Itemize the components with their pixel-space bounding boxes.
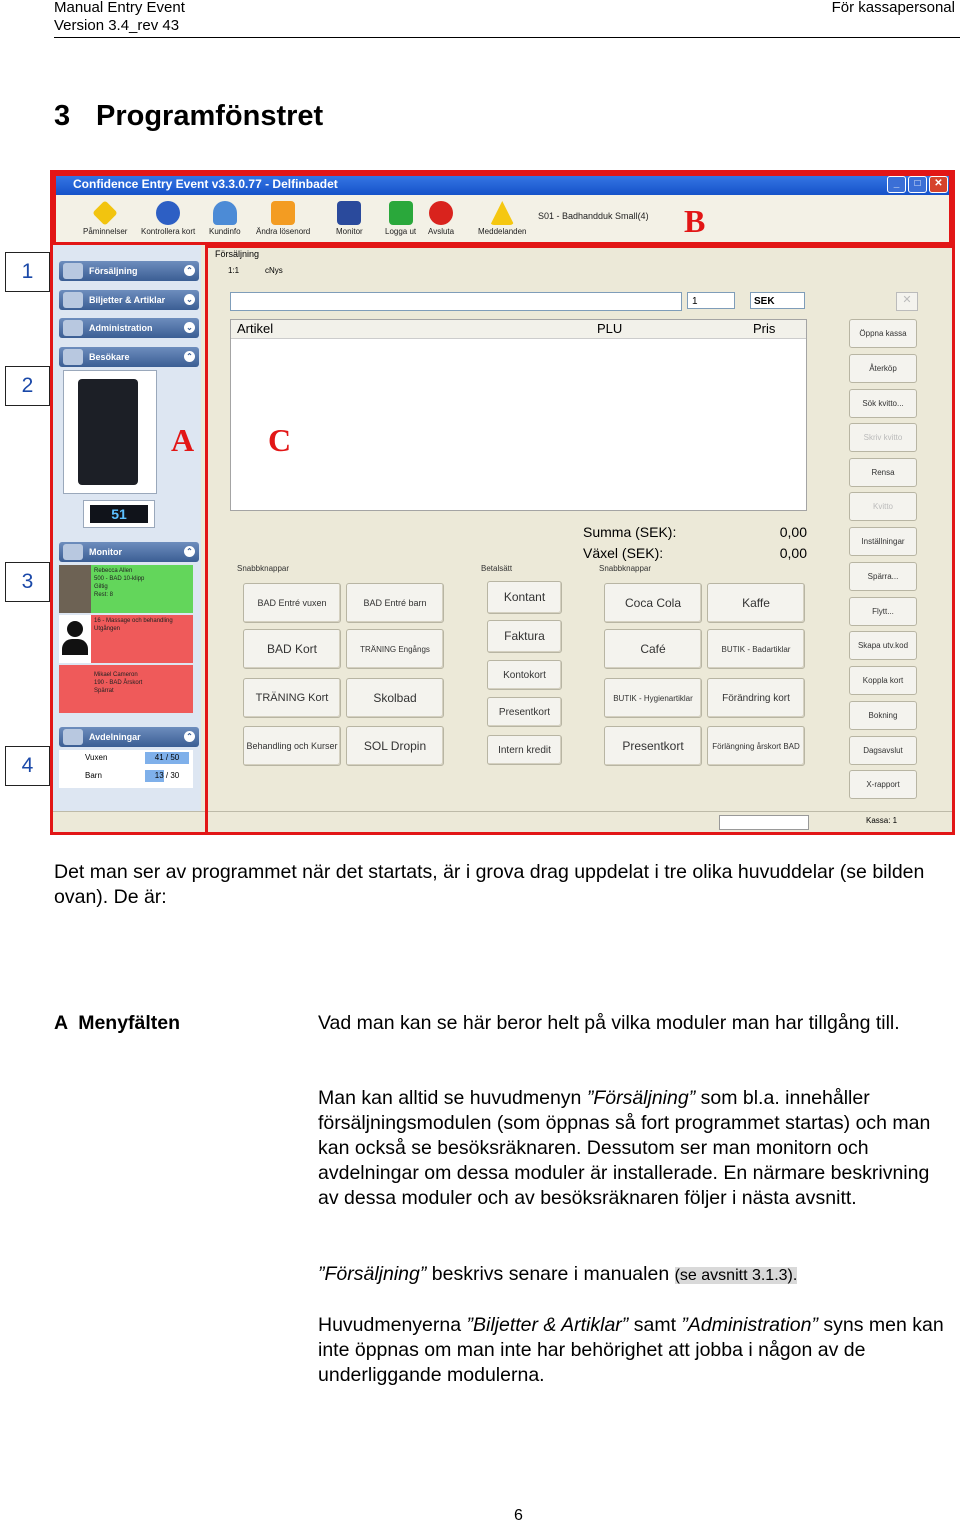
sidebar-item-forsaljning[interactable]: Försäljning ⌃: [59, 261, 199, 281]
toolbar-logout[interactable]: Logga ut: [385, 201, 416, 236]
toolbar-reminders[interactable]: Påminnelser: [83, 201, 127, 236]
alert-icon: [490, 201, 514, 225]
chevron-icon: ⌄: [184, 322, 195, 333]
user-icon: [213, 201, 237, 225]
quick-button[interactable]: BAD Entré vuxen: [243, 583, 341, 623]
settings-button[interactable]: Inställningar: [849, 527, 917, 556]
quick-button[interactable]: Kaffe: [707, 583, 805, 623]
region-c-frame: [205, 245, 955, 835]
doc-title: Manual Entry Event: [54, 0, 185, 16]
region-label-c: C: [268, 422, 292, 458]
header-right: För kassapersonal: [831, 0, 955, 16]
capacity-bar: 41 / 50: [145, 752, 189, 764]
toolbar-messages[interactable]: Meddelanden: [478, 201, 526, 236]
sidebar-item-besokare[interactable]: Besökare ⌃: [59, 347, 199, 367]
warning-sign-icon: [93, 200, 118, 225]
item-label: A Menyfälten: [54, 1012, 181, 1034]
quick-button[interactable]: BUTIK - Badartiklar: [707, 629, 805, 669]
callout-2: 2: [5, 366, 50, 406]
group-label: Betalsätt: [481, 564, 513, 573]
quick-button[interactable]: Presentkort: [604, 726, 702, 766]
paragraph-3: ”Försäljning” beskrivs senare i manualen (se avsnitt 3.1.3).: [318, 1263, 798, 1285]
key-icon: [271, 201, 295, 225]
search-receipt-button[interactable]: Sök kvitto...: [849, 389, 917, 418]
cash-register-icon: [63, 263, 83, 279]
quick-button[interactable]: Café: [604, 629, 702, 669]
toolbar-change-password[interactable]: Ändra lösenord: [256, 201, 310, 236]
minimize-icon[interactable]: _: [887, 176, 906, 193]
avatar-placeholder-icon: [59, 615, 91, 663]
print-receipt-button[interactable]: Skriv kvitto: [849, 423, 917, 452]
receipt-button[interactable]: Kvitto: [849, 492, 917, 521]
refund-button[interactable]: Återköp: [849, 354, 917, 383]
vaxel-label: Växel (SEK):: [583, 545, 664, 561]
paragraph-4: Huvudmenyerna ”Biljetter & Artiklar” samt ”Administration” syns men kan inte öppnas om man inte har behörighet att jobba i någon av de underliggande modulerna.: [318, 1314, 944, 1386]
region-label-b: B: [684, 203, 706, 239]
block-button[interactable]: Spärra...: [849, 562, 917, 591]
sidebar-item-biljetter[interactable]: Biljetter & Artiklar ⌄: [59, 290, 199, 310]
toolbar-selector[interactable]: S01 - Badhandduk Small(4): [538, 211, 649, 221]
x-report-button[interactable]: X-rapport: [849, 770, 917, 799]
day-close-button[interactable]: Dagsavslut: [849, 736, 917, 765]
callout-4: 4: [5, 746, 50, 786]
create-code-button[interactable]: Skapa utv.kod: [849, 631, 917, 660]
maximize-icon[interactable]: □: [908, 176, 927, 193]
paragraph-1: Vad man kan se här beror helt på vilka moduler man har tillgång till.: [318, 1012, 900, 1034]
callout-1: 1: [5, 252, 50, 292]
window-title: Confidence Entry Event v3.3.0.77 - Delfinbadet: [73, 177, 338, 191]
logout-icon: [389, 201, 413, 225]
avdelningar-list: Vuxen 41 / 50 Barn 13 / 30: [59, 750, 193, 788]
list-icon: [63, 320, 83, 336]
open-register-button[interactable]: Öppna kassa: [849, 319, 917, 348]
section-reference: (se avsnitt 3.1.3).: [674, 1267, 798, 1284]
callout-3: 3: [5, 562, 50, 602]
quick-button[interactable]: BUTIK - Hygienartiklar: [604, 678, 702, 718]
sidebar-item-avdelningar[interactable]: Avdelningar ⌃: [59, 727, 199, 747]
quick-button[interactable]: Förändring kort: [707, 678, 805, 718]
group-label: Snabbknappar: [237, 564, 290, 573]
quantity-stepper[interactable]: 1: [687, 292, 735, 309]
sidebar-item-administration[interactable]: Administration ⌄: [59, 318, 199, 338]
col-artikel[interactable]: Artikel: [237, 321, 274, 336]
section-number: 3: [54, 100, 71, 132]
header-rule: [54, 37, 960, 38]
monitor-entry-expired[interactable]: 16 - Massage och behandling Utgången: [59, 615, 193, 663]
quick-button[interactable]: Coca Cola: [604, 583, 702, 623]
toolbar-check-card[interactable]: Kontrollera kort: [141, 201, 195, 236]
monitor-entry-blocked[interactable]: Mikael Cameron 190 - BAD Årskort Spärrat: [59, 665, 193, 713]
visitor-display: [83, 500, 155, 528]
summa-label: Summa (SEK):: [583, 524, 677, 540]
quick-button[interactable]: SOL Dropin: [346, 726, 444, 766]
window-controls: [887, 176, 948, 193]
visitors-icon: [63, 349, 83, 365]
quick-button[interactable]: Förlängning årskort BAD: [707, 726, 805, 766]
vaxel-value: 0,00: [779, 545, 807, 561]
card-check-icon: [156, 201, 180, 225]
section-heading: [54, 100, 323, 133]
toolbar-monitor[interactable]: Monitor: [336, 201, 363, 236]
avatar: [59, 565, 91, 613]
chevron-icon: ⌃: [184, 546, 195, 557]
paragraph-2: Man kan alltid se huvudmenyn ”Försäljning” som bl.a. innehåller försäljningsmodulen (som öppnas så fort programmet startas) och man kan också se besöksräknaren. Dessutom ser man monitorn och avdelningar om dessa moduler är installerade. En närmare beskrivning av dessa moduler och av besöksräknaren följer i nästa avsnitt.: [318, 1087, 931, 1209]
visitor-counter-panel: [63, 370, 157, 494]
window-titlebar: [53, 173, 952, 195]
payment-giftcard-button[interactable]: Presentkort: [487, 697, 562, 727]
program-screenshot: [50, 170, 955, 835]
col-pris[interactable]: Pris: [753, 321, 776, 336]
chevron-icon: ⌃: [184, 265, 195, 276]
move-button[interactable]: Flytt...: [849, 597, 917, 626]
quick-button[interactable]: BAD Entré barn: [346, 583, 444, 623]
tab-2[interactable]: cNys: [265, 266, 283, 275]
quick-button[interactable]: Skolbad: [346, 678, 444, 718]
booking-button[interactable]: Bokning: [849, 701, 917, 730]
chevron-icon: ⌃: [184, 731, 195, 742]
chevron-icon: ⌄: [184, 294, 195, 305]
section-title: Programfönstret: [96, 100, 324, 132]
monitor-icon: [63, 544, 83, 560]
departments-icon: [63, 729, 83, 745]
intro-paragraph: Det man ser av programmet när det startats, är i grova drag uppdelat i tre olika huvuddelar (se bilden ovan). De är:: [54, 861, 925, 908]
quick-button[interactable]: BAD Kort: [243, 629, 341, 669]
toolbar-customer-info[interactable]: Kundinfo: [209, 201, 241, 236]
quick-button[interactable]: TRÄNING Engångs: [346, 629, 444, 669]
power-icon: [429, 201, 453, 225]
clear-icon[interactable]: ✕: [896, 292, 918, 311]
sidebar-item-monitor[interactable]: Monitor ⌃: [59, 542, 199, 562]
capacity-bar: 13 / 30: [145, 770, 189, 782]
visitor-count: 51: [90, 505, 148, 523]
close-icon[interactable]: ✕: [929, 176, 948, 193]
col-plu[interactable]: PLU: [597, 321, 623, 336]
toolbar: [53, 195, 952, 244]
monitor-entry-valid[interactable]: Rebecca Allen 500 - BAD 10-klipp Giltig Rest: 8: [59, 565, 193, 613]
doc-version: Version 3.4_rev 43: [54, 17, 180, 34]
tab-1[interactable]: 1:1: [228, 266, 240, 275]
thermometer-icon: [78, 379, 138, 485]
sidebar-menu: [53, 245, 201, 833]
link-card-button[interactable]: Koppla kort: [849, 666, 917, 695]
payment-credit-button[interactable]: Intern kredit: [487, 735, 562, 765]
group-label: Snabbknappar: [599, 564, 652, 573]
payment-invoice-button[interactable]: Faktura: [487, 620, 562, 653]
header-left: [54, 0, 185, 35]
region-label-a: A: [171, 422, 195, 458]
payment-card-button[interactable]: Kontokort: [487, 660, 562, 690]
ticket-icon: [63, 292, 83, 308]
panel-title: Försäljning: [215, 249, 260, 259]
toolbar-exit[interactable]: Avsluta: [428, 201, 454, 236]
monitor-icon: [337, 201, 361, 225]
quick-button[interactable]: TRÄNING Kort: [243, 678, 341, 718]
currency-select[interactable]: SEK: [750, 292, 805, 309]
payment-cash-button[interactable]: Kontant: [487, 581, 562, 614]
chevron-icon: ⌃: [184, 351, 195, 362]
status-kassa: Kassa: 1: [866, 816, 898, 825]
page-number: 6: [514, 1507, 523, 1524]
clear-button[interactable]: Rensa: [849, 458, 917, 487]
quick-button[interactable]: Behandling och Kurser: [243, 726, 341, 766]
summa-value: 0,00: [779, 524, 807, 540]
